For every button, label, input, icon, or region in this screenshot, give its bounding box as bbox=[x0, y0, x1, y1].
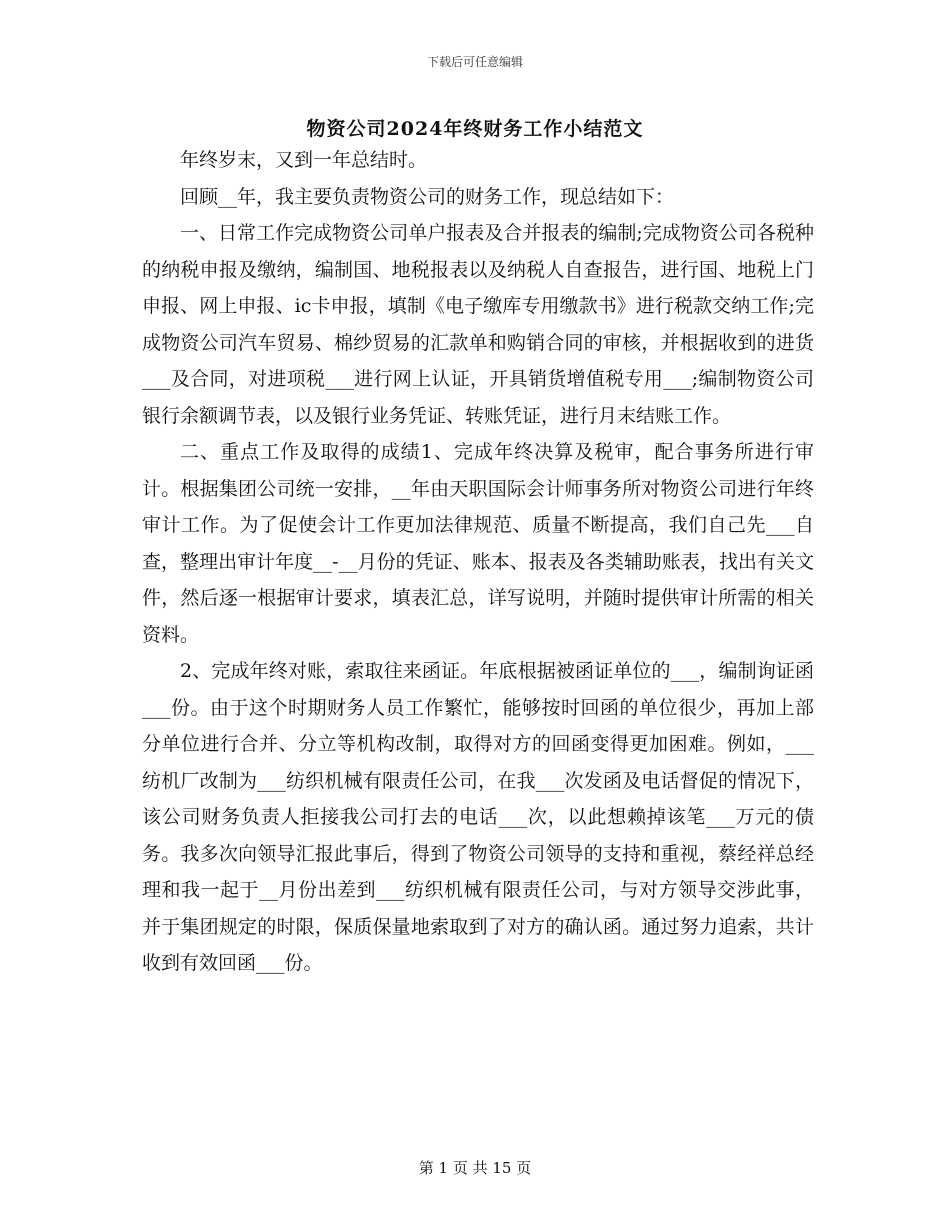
page-header-note: 下载后可任意编辑 bbox=[426, 55, 523, 69]
paragraph-intro: 年终岁末，又到一年总结时。 bbox=[180, 149, 428, 171]
paragraph-key-work: 二、重点工作及取得的成绩1、完成年终决算及税审，配合事务所进行审计。根据集团公司统一安排，__年由天职国际会计师事务所对物资公司进行年终审计工作。为了促使会计工作更加法律规范、质量不断提高，我们自己先___自查，整理出审计年度__-__月份的凭证、账本、报表及各类辅助账表，找出有关文件，然后逐一根据审计要求，填表汇总，详写说明，并随时提供审计所需的相关资料。 bbox=[142, 441, 814, 646]
page-number: 第 1 页 共 15 页 bbox=[418, 1159, 532, 1177]
paragraph-daily-work: 一、日常工作完成物资公司单户报表及合并报表的编制;完成物资公司各税种的纳税申报及缴纳，编制国、地税报表以及纳税人自查报告，进行国、地税上门申报、网上申报、ic卡申报，填制《电子缴库专用缴款书》进行税款交纳工作;完成物资公司汽车贸易、棉纱贸易的汇款单和购销合同的审核，并根据收到的进货___及合同，对进项税___进行网上认证，开具销货增值税专用___;编制物资公司银行余额调节表，以及银行业务凭证、转账凭证，进行月末结账工作。 bbox=[142, 222, 814, 427]
paragraph-review: 回顾__年，我主要负责物资公司的财务工作，现总结如下： bbox=[180, 185, 675, 208]
document-body bbox=[142, 142, 814, 982]
document-title: 物资公司2024年终财务工作小结范文 bbox=[306, 118, 644, 140]
paragraph-reconciliation: 2、完成年终对账，索取往来函证。年底根据被函证单位的___，编制询证函___份。由于这个时期财务人员工作繁忙，能够按时回函的单位很少，再加上部分单位进行合并、分立等机构改制，取得对方的回函变得更加困难。例如，___纺机厂改制为___纺织机械有限责任公司，在我___次发函及电话督促的情况下，该公司财务负责人拒接我公司打去的电话___次，以此想赖掉该笔___万元的债务。我多次向领导汇报此事后，得到了物资公司领导的支持和重视，蔡经祥总经理和我一起于__月份出差到___纺织机械有限责任公司，与对方领导交涉此事，并于集团规定的时限，保质保量地索取到了对方的确认函。通过努力追索，共计收到有效回函___份。 bbox=[142, 660, 814, 974]
